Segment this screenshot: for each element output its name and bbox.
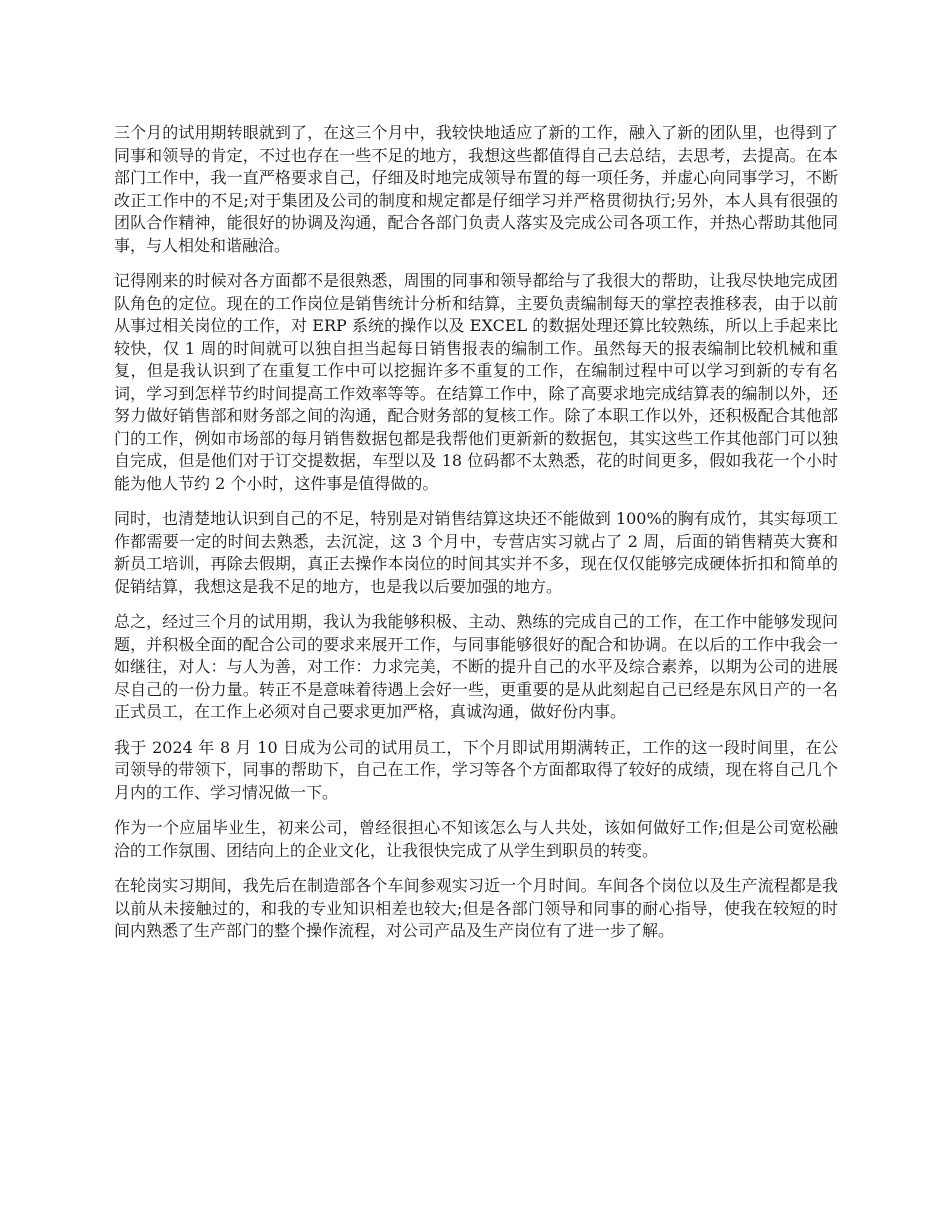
paragraph-3: 同时，也清楚地认识到自己的不足，特别是对销售结算这块还不能做到 100%的胸有成竹，其实每项工作都需要一定的时间去熟悉，去沉淀，这 3 个月中，专营店实习就占了 2 周，后面的销售精英大赛和新员工培训，再除去假期，真正去操作本岗位的时间其实并不多，现在仅仅能够完成硬体折扣和简单的促销结算，我想这是我不足的地方，也是我以后要加强的地方。 — [114, 509, 838, 596]
paragraph-6: 作为一个应届毕业生，初来公司，曾经很担心不知该怎么与人共处，该如何做好工作;但是公司宽松融洽的工作氛围、团结向上的企业文化，让我很快完成了从学生到职员的转变。 — [114, 818, 838, 860]
paragraph-5: 我于 2024 年 8 月 10 日成为公司的试用员工，下个月即试用期满转正，工作的这一段时间里，在公司领导的带领下，同事的帮助下，自己在工作，学习等各个方面都取得了较好的成绩，现在将自己几个月内的工作、学习情况做一下。 — [114, 737, 838, 802]
paragraph-1: 三个月的试用期转眼就到了，在这三个月中，我较快地适应了新的工作，融入了新的团队里，也得到了同事和领导的肯定，不过也存在一些不足的地方，我想这些都值得自己去总结，去思考，去提高。在本部门工作中，我一直严格要求自己，仔细及时地完成领导布置的每一项任务，并虚心向同事学习，不断改正工作中的不足;对于集团及公司的制度和规定都是仔细学习并严格贯彻执行;另外，本人具有很强的团队合作精神，能很好的协调及沟通，配合各部门负责人落实及完成公司各项工作，并热心帮助其他同事，与人相处和谐融洽。 — [114, 123, 838, 255]
paragraph-7: 在轮岗实习期间，我先后在制造部各个车间参观实习近一个月时间。车间各个岗位以及生产流程都是我以前从未接触过的，和我的专业知识相差也较大;但是各部门领导和同事的耐心指导，使我在较短的时间内熟悉了生产部门的整个操作流程，对公司产品及生产岗位有了进一步了解。 — [114, 876, 838, 940]
document-body — [114, 122, 838, 956]
paragraph-2: 记得刚来的时候对各方面都不是很熟悉，周围的同事和领导都给与了我很大的帮助，让我尽快地完成团队角色的定位。现在的工作岗位是销售统计分析和结算，主要负责编制每天的掌控表推移表，由于以前从事过相关岗位的工作，对 ERP 系统的操作以及 EXCEL 的数据处理还算比较熟练，所以上手起来比较快，仅 1 周的时间就可以独自担当起每日销售报表的编制工作。虽然每天的报表编制比较机械和重复，但是我认识到了在重复工作中可以挖掘许多不重复的工作，在编制过程中可以学习到新的专有名词，学习到怎样节约时间提高工作效率等等。在结算工作中，除了高要求地完成结算表的编制以外，还努力做好销售部和财务部之间的沟通，配合财务部的复核工作。除了本职工作以外，还积极配合其他部门的工作，例如市场部的每月销售数据包都是我帮他们更新新的数据包，其实这些工作其他部门可以独自完成，但是他们对于订交提数据，车型以及 18 位码都不太熟悉，花的时间更多，假如我花一个小时能为他人节约 2 个小时，这件事是值得做的。 — [114, 271, 838, 493]
paragraph-4: 总之，经过三个月的试用期，我认为我能够积极、主动、熟练的完成自己的工作，在工作中能够发现问题，并积极全面的配合公司的要求来展开工作，与同事能够很好的配合和协调。在以后的工作中我会一如继往，对人：与人为善，对工作：力求完美，不断的提升自己的水平及综合素养，以期为公司的进展尽自己的一份力量。转正不是意味着待遇上会好一些，更重要的是从此刻起自己已经是东风日产的一名正式员工，在工作上必须对自己要求更加严格，真诚沟通，做好份内事。 — [114, 612, 838, 721]
